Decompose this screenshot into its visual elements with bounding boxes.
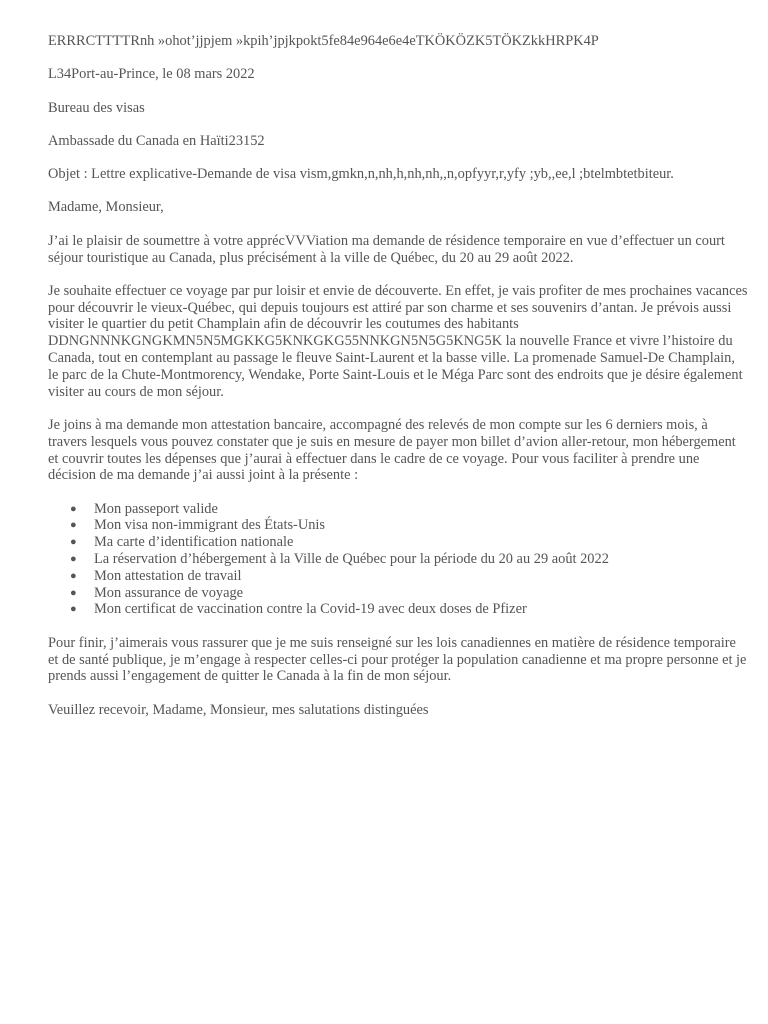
- paragraph-trip-details: Je souhaite effectuer ce voyage par pur loisir et envie de découverte. En effet, je vais profiter de mes prochaines vacances pour découvrir le vieux-Québec, qui depuis toujours est attiré par son charme et ses souvenirs d’antan. Je prévois aussi visiter le quartier du petit Champlain afin de découvrir les coutumes des habitants DDNGNNNKGNGKMN5N5MGKKG5KNKGKG55NNKGN5N5G5KNG5K la nouvelle France et vivre l’histoire du Canada, tout en contemplant au passage le fleuve Saint-Laurent et la basse ville. La promenade Samuel-De Champlain, le parc de la Chute-Montmorency, Wendake, Porte Saint-Louis et le Méga Parc sont des endroits que je désire également visiter au cours de mon séjour.: [48, 282, 748, 400]
- list-item: [48, 568, 748, 585]
- bullet-icon: ●: [70, 586, 77, 599]
- bullet-icon: ●: [70, 603, 77, 616]
- list-item: [48, 501, 748, 518]
- bullet-icon: ●: [70, 502, 77, 515]
- list-item-text: Mon visa non-immigrant des États-Unis: [94, 517, 326, 534]
- paragraph-attachments: Je joins à ma demande mon attestation bancaire, accompagné des relevés de mon compte sur les 6 derniers mois, à travers lesquels vous pouvez constater que je suis en mesure de payer mon billet d’avion aller-retour, mon hébergement et couvrir toutes les dépenses que j’aurai à effectuer dans le cadre de ce voyage. Pour vous faciliter à prendre une décision de ma demande j’ai aussi joint à la présente :: [48, 416, 736, 484]
- list-item-text: Ma carte d’identification nationale: [94, 534, 294, 551]
- list-item-text: La réservation d’hébergement à la Ville de Québec pour la période du 20 au 29 août 2022: [94, 551, 609, 568]
- list-item: [48, 534, 748, 551]
- list-item-text: Mon assurance de voyage: [94, 584, 244, 601]
- subject-line: Objet : Lettre explicative-Demande de visa vism,gmkn,n,nh,h,nh,nh,,n,opfyyr,r,yfy ;yb,,ee,l ;btelmbtetbiteur.: [48, 166, 674, 183]
- paragraph-intro: J’ai le plaisir de soumettre à votre apprécVVViation ma demande de résidence temporaire en vue d’effectuer un court séjour touristique au Canada, plus précisément à la ville de Québec, du 20 au 29 août 2022.: [48, 232, 725, 266]
- closing-formula: Veuillez recevoir, Madame, Monsieur, mes salutations distinguées: [48, 701, 429, 718]
- recipient-office: Bureau des visas: [48, 99, 145, 116]
- bullet-icon: ●: [70, 553, 77, 566]
- list-item: [48, 601, 748, 618]
- letter-body: [48, 33, 748, 735]
- recipient-embassy: Ambassade du Canada en Haïti23152: [48, 132, 265, 149]
- list-item-text: Mon passeport valide: [94, 500, 218, 517]
- paragraph-closing-statement: Pour finir, j’aimerais vous rassurer que je me suis renseigné sur les lois canadiennes en matière de résidence temporaire et de santé publique, je m’engage à respecter celles-ci pour protéger la population canadienne et ma propre personne et je prends aussi l’engagement de quitter le Canada à la fin de mon séjour.: [48, 634, 747, 685]
- bullet-icon: ●: [70, 536, 77, 549]
- list-item: [48, 551, 748, 568]
- list-item-text: Mon attestation de travail: [94, 567, 242, 584]
- place-date: L34Port-au-Prince, le 08 mars 2022: [48, 66, 255, 83]
- salutation: Madame, Monsieur,: [48, 199, 164, 216]
- list-item-text: Mon certificat de vaccination contre la Covid-19 avec deux doses de Pfizer: [94, 601, 527, 618]
- bullet-icon: ●: [70, 519, 77, 532]
- list-item: [48, 517, 748, 534]
- documents-list: [48, 501, 748, 619]
- header-line: ERRRCTTTTRnh »ohot’jjpjem »kpih’jpjkpokt5fe84e964e6e4eTKÖKÖZK5TÖKZkkHRPK4P: [48, 33, 599, 49]
- bullet-icon: ●: [70, 569, 77, 582]
- list-item: [48, 585, 748, 602]
